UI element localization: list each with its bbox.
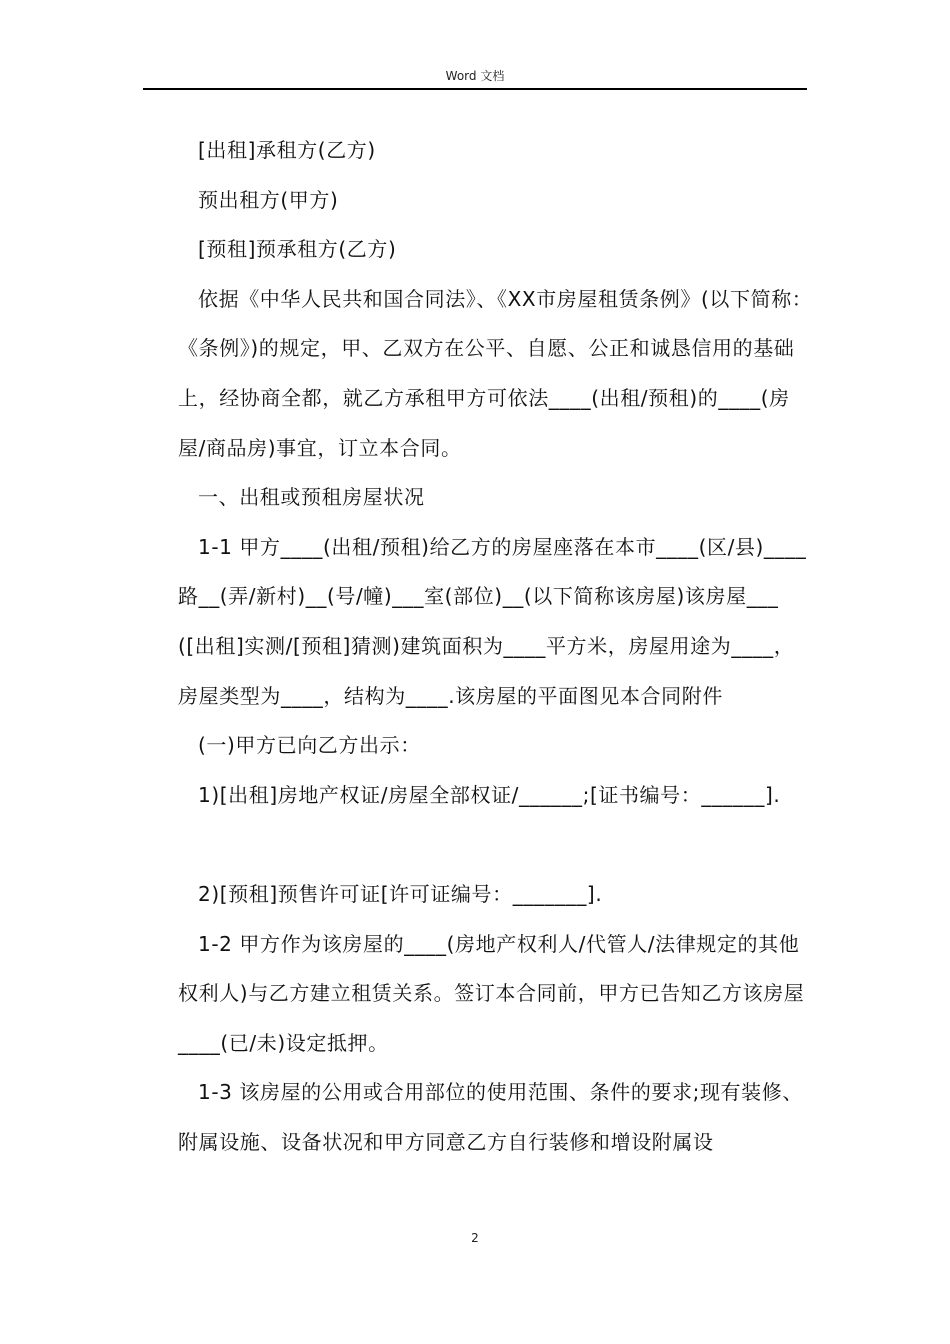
page-header: Word 文档 [143,66,807,90]
paragraph-preamble: 依据《中华人民共和国合同法》、《XX市房屋租赁条例》(以下简称：《条例》)的规定，甲、乙双方在公平、自愿、公正和诚恳信用的基础上，经协商全都，就乙方承租甲方可依法____(出租/预租)的____(房屋/商品房)事宜，订立本合同。 [178,286,813,460]
clause-1-2: 1-2 甲方作为该房屋的____(房地产权利人/代管人/法律规定的其他权利人)与乙方建立租赁关系。签订本合同前，甲方已告知乙方该房屋____(已/未)设定抵押。 [178,931,805,1055]
document-body [178,126,813,1167]
clause-1-1: 1-1 甲方____(出租/预租)给乙方的房屋座落在本市____(区/县)____路__(弄/新村)__(号/幢)___室(部位)__(以下简称该房屋)该房屋___([出租]实测/[预租]猜测)建筑面积为____平方米，房屋用途为____，房屋类型为____，结构为____.该房屋的平面图见本合同附件 [178,534,807,708]
clause-item-shown: (一)甲方已向乙方出示： [198,733,421,758]
section-heading-property-status: 一、出租或预租房屋状况 [198,485,425,510]
page-number: 2 [471,1231,479,1245]
paragraph-lessee-rent: [出租]承租方(乙方) [198,138,376,162]
blank-line [178,820,813,870]
paragraph-pre-lessee: [预租]预承租方(乙方) [198,237,397,262]
clause-item-presale-permit: 2)[预租]预售许可证[许可证编号：_______]. [198,881,603,906]
clause-item-certificate: 1)[出租]房地产权证/房屋全部权证/______;[证书编号：______]. [198,782,781,807]
paragraph-pre-lessor: 预出租方(甲方) [198,187,339,212]
clause-1-3: 1-3 该房屋的公用或合用部位的使用范围、条件的要求;现有装修、附属设施、设备状况和甲方同意乙方自行装修和增设附属设 [178,1080,803,1154]
